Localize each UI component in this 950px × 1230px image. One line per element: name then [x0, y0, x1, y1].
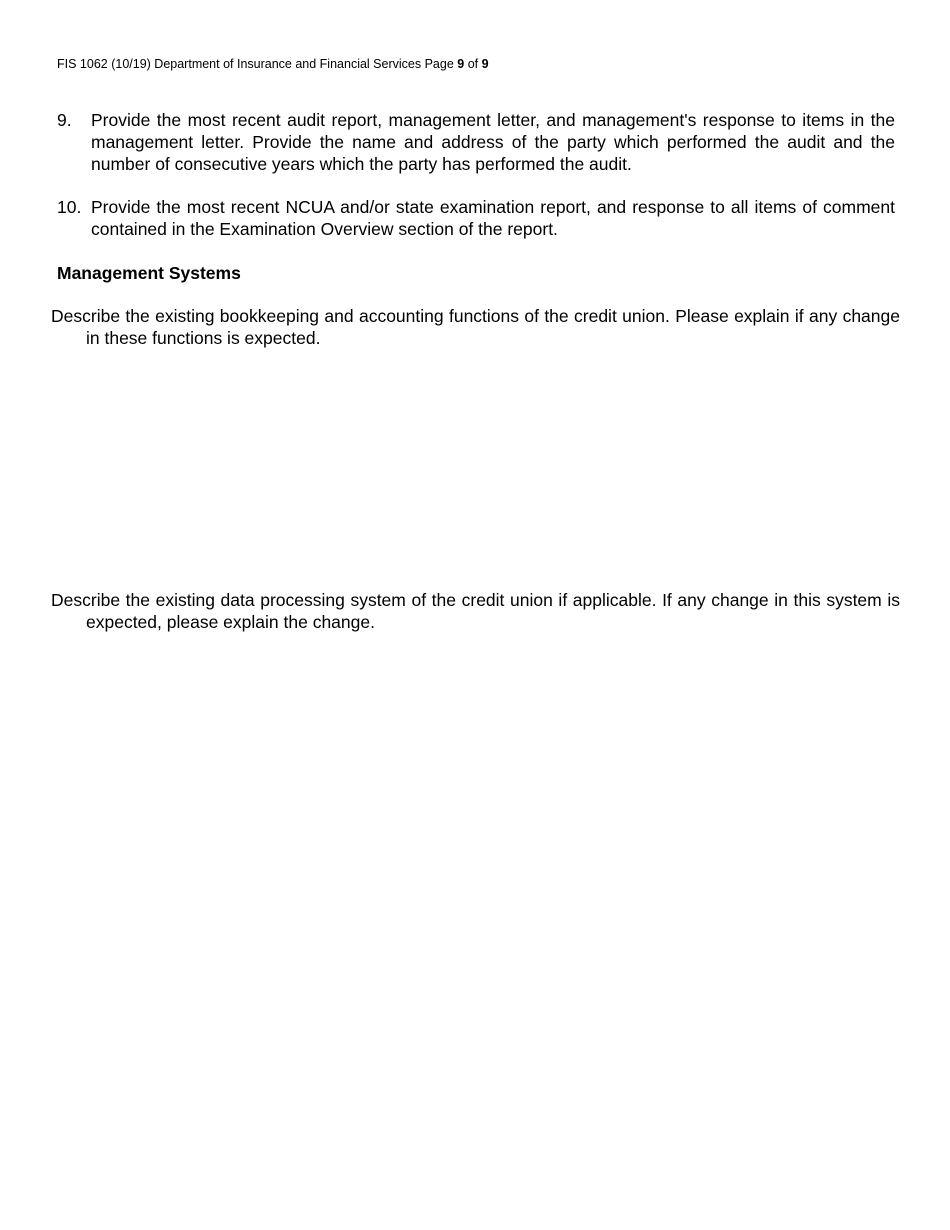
answer-area-data-processing[interactable]	[51, 636, 900, 1196]
answer-area-bookkeeping[interactable]	[51, 352, 900, 577]
list-item-9	[57, 109, 895, 175]
section-heading-management-systems: Management Systems	[57, 263, 241, 283]
page-header	[57, 57, 489, 72]
page-total: 9	[481, 57, 489, 71]
item-text: Provide the most recent NCUA and/or state examination report, and response to all items of comment contained in the Examination Overview section of the report.	[91, 197, 895, 239]
question-bookkeeping: Describe the existing bookkeeping and accounting functions of the credit union. Please explain if any change in these functions is expected.	[51, 306, 900, 348]
item-text: Provide the most recent audit report, management letter, and management's response to items in the management letter. Provide the name and address of the party which performed the audit and the number of consecutive years which the party has performed the audit.	[91, 110, 895, 174]
list-item-10	[57, 196, 895, 240]
of-word: of	[467, 57, 479, 71]
page-current: 9	[457, 57, 465, 71]
question-data-processing: Describe the existing data processing system of the credit union if applicable. If any change in this system is expected, please explain the change.	[51, 590, 900, 632]
item-number: 10.	[57, 197, 82, 217]
item-number: 9.	[57, 110, 72, 130]
form-id: FIS 1062 (10/19)	[57, 57, 151, 71]
page-word: Page	[424, 57, 454, 71]
department-name: Department of Insurance and Financial Services	[154, 57, 422, 71]
